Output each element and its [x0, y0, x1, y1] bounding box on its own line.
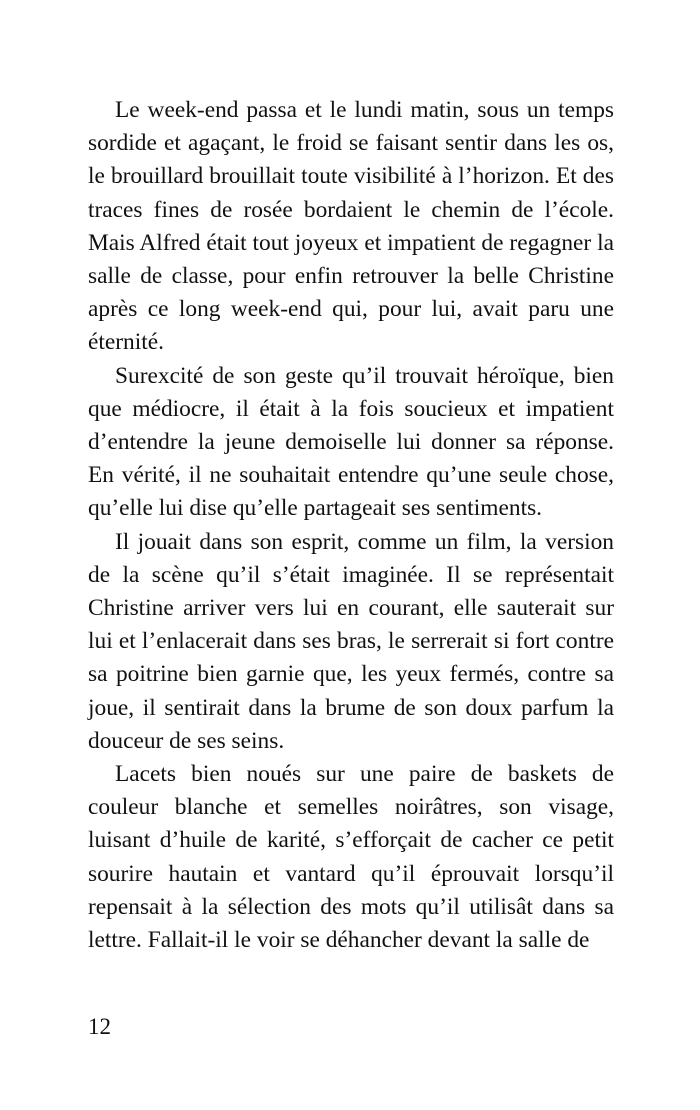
paragraph: Il jouait dans son esprit, comme un film, la version de la scène qu’il s’était imaginée. Il se représentait Christine arriver vers lui en courant, elle sauterait sur lui et l’enlacerait dans ses bras, le serrerait si fort contre sa poitrine bien garnie que, les yeux fermés, contre sa joue, il sentirait dans la brume de son doux parfum la douceur de ses seins. — [88, 528, 614, 754]
body-text — [88, 94, 614, 957]
paragraph: Le week-end passa et le lundi matin, sous un temps sordide et agaçant, le froid se faisant sentir dans les os, le brouillard brouillait toute visibilité à l’horizon. Et des traces fines de rosée bordaient le chemin de l’école. Mais Alfred était tout joyeux et impatient de regagner la salle de classe, pour enfin retrouver la belle Christine après ce long week-end qui, pour lui, avait paru une éternité. — [88, 97, 614, 356]
page-number: 12 — [88, 1014, 111, 1039]
paragraph: Surexcité de son geste qu’il trouvait héroïque, bien que médiocre, il était à la fois soucieux et impatient d’entendre la jeune demoiselle lui donner sa réponse. En vérité, il ne souhaitait entendre qu’une seule chose, qu’elle lui dise qu’elle partageait ses sentiments. — [88, 362, 614, 522]
paragraph: Lacets bien noués sur une paire de baskets de couleur blanche et semelles noirâtres, son visage, luisant d’huile de karité, s’efforçait de cacher ce petit sourire hautain et vantard qu’il éprouvait lorsqu’il repensait à la sélection des mots qu’il utilisât dans sa lettre. Fallait-il le voir se déhancher devant la salle de — [88, 761, 614, 954]
